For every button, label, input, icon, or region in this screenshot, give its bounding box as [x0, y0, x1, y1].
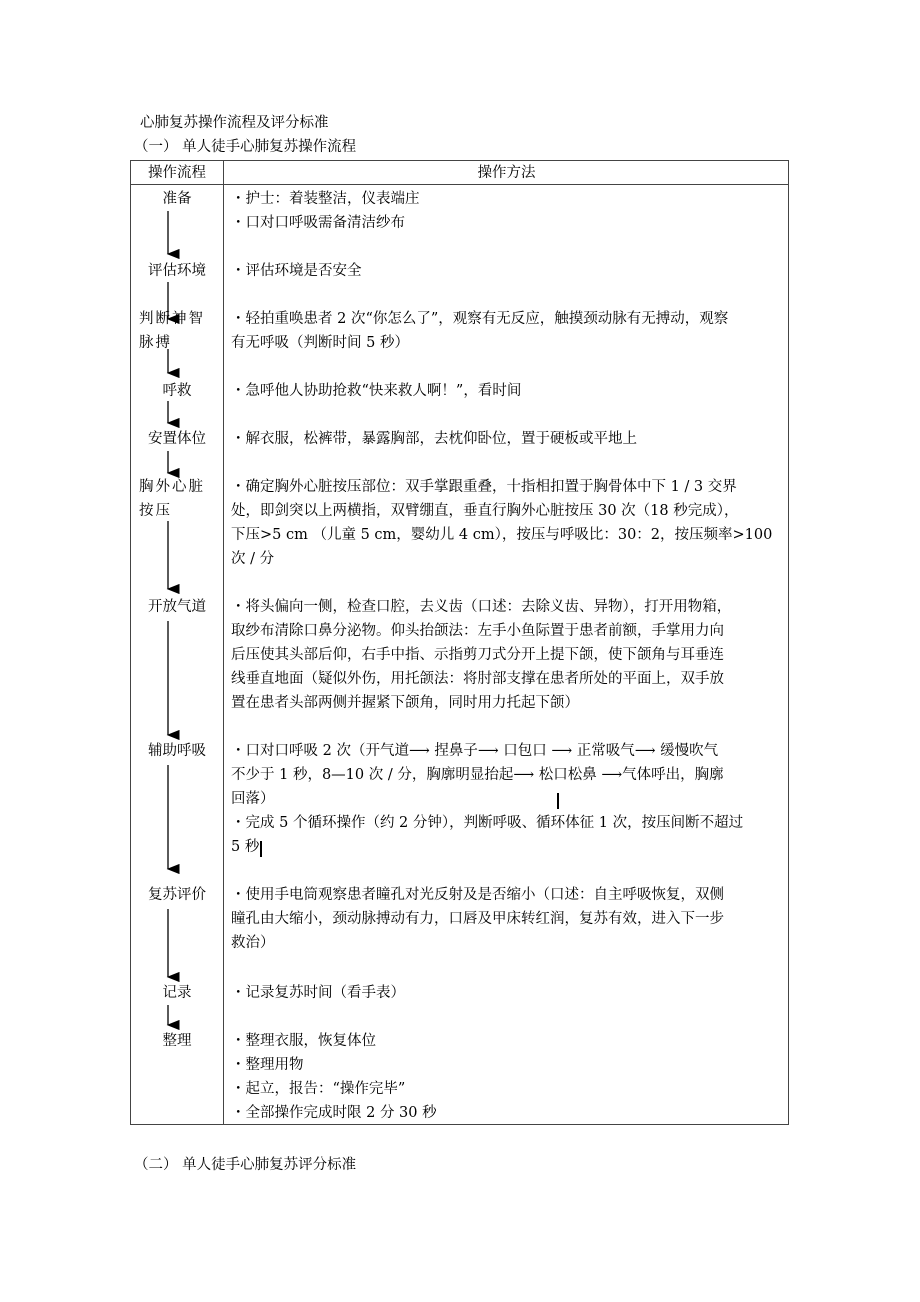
header-method: 操作方法 — [477, 165, 536, 181]
step-line: 按压 — [139, 503, 172, 519]
method-prepare — [231, 187, 787, 235]
method-line: 不少于 1 秒，8—10 次 / 分，胸廓明显抬起⟶ 松口松鼻 ⟶气体呼出，胸廓 — [231, 767, 724, 783]
method-check-consciousness — [231, 307, 787, 355]
method-line: ・口对口呼吸需备清洁纱布 — [231, 215, 405, 231]
stray-mark — [260, 841, 262, 857]
method-tidy-up — [231, 1029, 787, 1125]
step-rescue-breathing: 辅助呼吸 — [148, 743, 206, 759]
method-line: 取纱布清除口鼻分泌物。仰头抬颌法：左手小鱼际置于患者前额，手掌用力向 — [231, 623, 724, 639]
header-step: 操作流程 — [148, 165, 206, 181]
method-line: ・使用手电筒观察患者瞳孔对光反射及是否缩小（口述：自主呼吸恢复，双侧 — [231, 887, 724, 903]
method-line: ・护士：着装整洁，仪表端庄 — [231, 191, 420, 207]
method-line: 救治） — [231, 935, 275, 951]
method-line: 下压>5 cm （儿童 5 cm，婴幼儿 4 cm），按压与呼吸比：30：2，按压频率>100 — [231, 527, 773, 543]
procedure-table — [130, 160, 789, 1125]
method-line: 瞳孔由大缩小，颈动脉搏动有力，口唇及甲床转红润，复苏有效，进入下一步 — [231, 911, 724, 927]
method-chest-compression — [231, 475, 787, 571]
method-line: ・整理衣服，恢复体位 — [231, 1033, 376, 1049]
section-title-1: （一） 单人徒手心肺复苏操作流程 — [134, 139, 357, 155]
method-line: 5 秒 — [231, 839, 260, 855]
method-record — [231, 981, 787, 1005]
method-line: ・完成 5 个循环操作（约 2 分钟），判断呼吸、循环体征 1 次，按压间断不超过 — [231, 815, 744, 831]
step-evaluation: 复苏评价 — [148, 887, 206, 903]
method-open-airway — [231, 595, 787, 715]
method-line: 后压使其头部后仰，右手中指、示指剪刀式分开上提下颌，使下颌角与耳垂连 — [231, 647, 724, 663]
step-check-consciousness — [131, 307, 223, 355]
step-open-airway: 开放气道 — [148, 599, 206, 615]
method-line: 回落） — [231, 791, 275, 807]
column-divider — [223, 161, 224, 1124]
section-title-2: （二） 单人徒手心肺复苏评分标准 — [134, 1157, 357, 1173]
method-line: 置在患者头部两侧并握紧下颌角，同时用力托起下颌） — [231, 695, 579, 711]
method-line: ・整理用物 — [231, 1057, 304, 1073]
step-record: 记录 — [162, 985, 192, 1001]
method-line: ・记录复苏时间（看手表） — [231, 985, 405, 1001]
document-title: 心肺复苏操作流程及评分标准 — [140, 115, 329, 131]
step-prepare: 准备 — [162, 191, 192, 207]
step-assess-environment: 评估环境 — [148, 263, 206, 279]
method-line: ・解衣服，松裤带，暴露胸部，去枕仰卧位，置于硬板或平地上 — [231, 431, 637, 447]
method-line: ・轻拍重唤患者 2 次“你怎么了”，观察有无反应，触摸颈动脉有无搏动，观察 — [231, 311, 729, 327]
method-line: ・口对口呼吸 2 次（开气道⟶ 捏鼻子⟶ 口包口 ⟶ 正常吸气⟶ 缓慢吹气 — [231, 743, 719, 759]
method-line: 线垂直地面（疑似外伤，用托颌法：将肘部支撑在患者所处的平面上，双手放 — [231, 671, 724, 687]
method-assess-environment — [231, 259, 787, 283]
step-line: 脉搏 — [139, 335, 172, 351]
method-line: ・评估环境是否安全 — [231, 263, 362, 279]
method-line: ・起立，报告：“操作完毕” — [231, 1081, 406, 1097]
step-call-help: 呼救 — [162, 383, 192, 399]
method-line: ・急呼他人协助抢救“快来救人啊！”，看时间 — [231, 383, 522, 399]
step-position: 安置体位 — [148, 431, 206, 447]
method-line: 处，即剑突以上两横指，双臂绷直，垂直行胸外心脏按压 30 次（18 秒完成）， — [231, 503, 739, 519]
method-line: ・确定胸外心脏按压部位：双手掌跟重叠，十指相扣置于胸骨体中下 1 / 3 交界 — [231, 479, 737, 495]
step-line: 判断神智 — [139, 311, 205, 327]
method-line: 有无呼吸（判断时间 5 秒） — [231, 335, 409, 351]
stray-mark — [557, 793, 559, 809]
step-chest-compression — [131, 475, 223, 523]
step-line: 胸外心脏 — [139, 479, 205, 495]
method-line: ・将头偏向一侧，检查口腔，去义齿（口述：去除义齿、异物），打开用物箱， — [231, 599, 732, 615]
method-rescue-breathing — [231, 739, 787, 859]
method-line: ・全部操作完成时限 2 分 30 秒 — [231, 1105, 437, 1121]
method-call-help — [231, 379, 787, 403]
method-evaluation — [231, 883, 787, 955]
method-position — [231, 427, 787, 451]
method-line: 次 / 分 — [231, 551, 275, 567]
step-tidy-up: 整理 — [162, 1033, 192, 1049]
